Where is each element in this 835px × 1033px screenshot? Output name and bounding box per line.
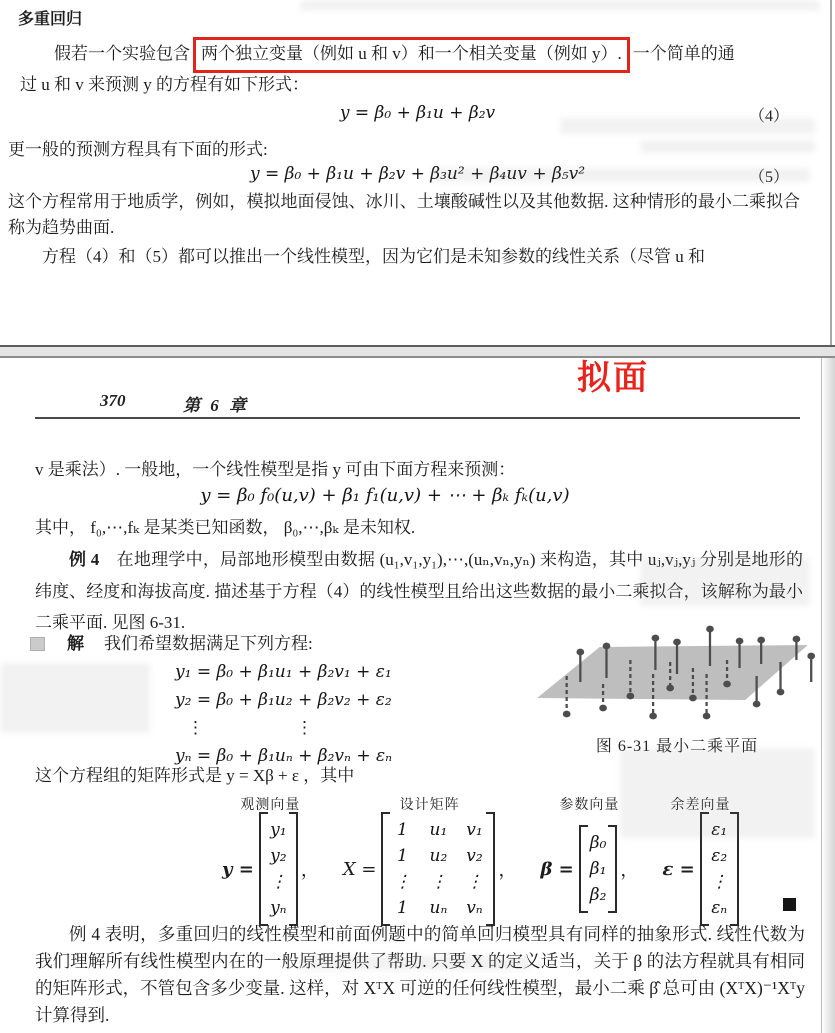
separator-comma: ， — [300, 860, 319, 880]
paragraph-intro — [20, 38, 808, 100]
design-matrix: 1 u₁ v₁ 1 u₂ v₂ ⋮ ⋮ ⋮ 1 uₙ vₙ — [381, 812, 495, 926]
paragraph-intro-post: 一个简单的通 — [632, 44, 735, 63]
header-rule — [35, 417, 800, 419]
least-squares-plane-figure — [528, 616, 826, 724]
residual-vector-label: 余差向量 — [670, 798, 731, 813]
bleed-through-artifact — [620, 748, 815, 838]
separator-comma: ， — [498, 860, 517, 880]
system-eq-2: y₂ = β₀ + β₁u₂ + β₂v₂ + ε₂ — [175, 690, 392, 710]
separator-comma: ， — [620, 860, 639, 880]
chapter-header: 第 6 章 — [183, 396, 249, 415]
top-page-fragment — [0, 0, 835, 345]
equation-5: y = β₀ + β₁u + β₂v + β₃u² + β₄uv + β₅v² — [249, 164, 586, 184]
x-prefix: X = — [342, 858, 377, 880]
parameter-vector-label: 参数向量 — [559, 798, 620, 813]
red-boxed-text: 两个独立变量（例如 u 和 v）和一个相关变量（例如 y）. — [201, 44, 622, 63]
paragraph-general-form: 更一般的预测方程具有下面的形式: — [8, 140, 268, 159]
observation-vector-group — [222, 794, 319, 926]
paragraph-known-functions: 其中， f₀,⋯,fₖ 是某类已知函数， β₀,⋯,βₖ 是未知权. — [35, 518, 416, 537]
equation-general: y = β₀ f₀(u,v) + β₁ f₁(u,v) + ⋯ + βₖ fₖ(u,v) — [200, 485, 570, 506]
example-label: 例 4 — [69, 550, 100, 569]
bleed-through-artifact — [0, 663, 150, 733]
equation-4: y = β₀ + β₁u + β₂v — [339, 103, 496, 123]
equation-4-number: （4） — [748, 108, 789, 125]
section-heading: 多重回归 — [18, 11, 83, 28]
equation-5-number: （5） — [748, 169, 789, 186]
solution-marker-square — [30, 637, 45, 651]
design-matrix-label: 设计矩阵 — [399, 798, 460, 813]
epsilon-prefix: ε = — [662, 858, 695, 880]
observation-vector-label: 观测向量 — [240, 798, 301, 813]
system-eq-n: yₙ = β₀ + β₁uₙ + β₂vₙ + εₙ — [175, 746, 392, 766]
bottom-page — [0, 358, 835, 1033]
paragraph-closing: 例 4 表明，多重回归的线性模型和前面例题中的简单回归模型具有同样的抽象形式. 线性代数为我们理解所有线性模型内在的一般原理提供了帮助. 只要 X 的定义适当，关于 β 的法方程就具有相同的矩阵形式，不管包含多少变量. 这样，对 XᵀX 可逆的任何线性模型，最小二乘 β̂ 总可由 (XᵀX)⁻¹Xᵀy 计算得到. — [35, 924, 805, 1025]
bleed-through-artifact — [430, 168, 810, 182]
equation-system — [175, 658, 392, 770]
paragraph-intro-pre: 假若一个实验包含 — [54, 44, 190, 63]
beta-prefix: β = — [540, 858, 574, 880]
page-number: 370 — [100, 391, 126, 410]
design-matrix-group — [343, 794, 517, 926]
bleed-through-artifact — [300, 0, 820, 11]
example-end-marker — [783, 898, 796, 911]
bleed-through-artifact — [560, 118, 815, 134]
handwritten-red-note: 拟面 — [577, 359, 649, 397]
solution-label: 解 — [67, 634, 84, 653]
paragraph-linear-model: 方程（4）和（5）都可以推出一个线性模型，因为它们是未知参数的线性关系（尽管 u 和 — [42, 247, 705, 266]
paragraph-multiplication: v 是乘法）. 一般地，一个线性模型是指 y 可由下面方程来预测： — [35, 460, 516, 479]
bleed-through-artifact — [300, 956, 530, 970]
paragraph-intro-line2: 过 u 和 v 来预测 y 的方程有如下形式： — [20, 75, 309, 94]
solution-text: 我们希望数据满足下列方程: — [104, 634, 313, 653]
vdots-left: ⋮ — [187, 718, 204, 737]
system-vdots — [175, 714, 392, 742]
figure-6-31 — [528, 616, 826, 756]
epsilon-vector-matrix: ε₁ ε₂ ⋮ εₙ — [700, 812, 739, 926]
red-annotation-box — [193, 37, 630, 73]
paragraph-geology: 这个方程常用于地质学，例如，模拟地面侵蚀、冰川、土壤酸碱性以及其他数据. 这种情形的最小二乘拟合称为趋势曲面. — [8, 192, 800, 237]
example-text: 在地理学中，局部地形模型由数据 (u₁,v₁,y₁),⋯,(uₙ,vₙ,yₙ) 来构造，其中 uⱼ,vⱼ,yⱼ 分别是地形的纬度、经度和海拔高度. 描述基于方程（4）的线性模型且给出这些数据的最小二乘拟合，该解称为最小二乘平面. 见图 6-31. — [35, 550, 804, 632]
paragraph-matrix-form: 这个方程组的矩阵形式是 y = Xβ + ε ，其中 — [35, 766, 355, 785]
system-eq-1: y₁ = β₀ + β₁u₁ + β₂v₁ + ε₁ — [175, 662, 392, 682]
y-vector-matrix: y₁ y₂ ⋮ yₙ — [259, 812, 298, 926]
beta-vector-matrix: β₀ β₁ β₂ — [579, 825, 618, 913]
solution-row — [30, 630, 313, 657]
bleed-through-artifact — [640, 140, 815, 153]
figure-caption: 图 6-31 最小二乘平面 — [595, 738, 759, 755]
page-separator-band — [0, 345, 835, 358]
bleed-through-artifact — [640, 558, 810, 606]
y-prefix: y = — [222, 858, 254, 880]
vdots-right: ⋮ — [296, 718, 313, 737]
page-edge-line — [830, 0, 832, 345]
equation-general-linear-model — [35, 485, 735, 506]
page-edge-shadow — [821, 358, 835, 1033]
